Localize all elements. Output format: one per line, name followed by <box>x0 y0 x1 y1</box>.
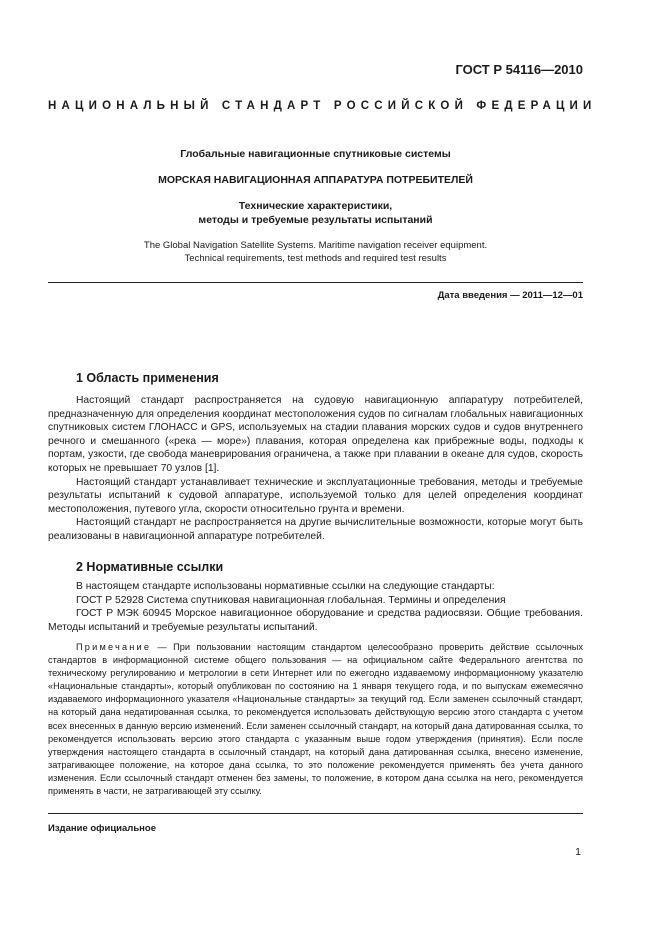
document-title-details <box>48 199 583 227</box>
english-title-line-1: The Global Navigation Satellite Systems. Maritime navigation receiver equipment. <box>143 240 488 251</box>
national-standard-banner: НАЦИОНАЛЬНЫЙ СТАНДАРТ РОССИЙСКОЙ ФЕДЕРАЦИИ <box>48 100 597 112</box>
document-title: МОРСКАЯ НАВИГАЦИОННАЯ АППАРАТУРА ПОТРЕБИТЕЛЕЙ <box>158 174 473 186</box>
english-title-line-2: Technical requirements, test methods and required test results <box>184 253 447 264</box>
paragraph: Настоящий стандарт не распространяется на другие вычислительные возможности, которые могут быть реализованы в навигационной аппаратуре потребителей. <box>48 517 583 542</box>
paragraph: Настоящий стандарт устанавливает технические и эксплуатационные требования, методы и требуемые результаты испытаний к судовой аппаратуре, используемой только для целей определения координат местоположения, путевого угла, скорости относительно грунта и времени. <box>48 476 583 515</box>
document-code: ГОСТ Р 54116—2010 <box>455 62 583 77</box>
reference-item: ГОСТ Р 52928 Система спутниковая навигационная глобальная. Термины и определения <box>76 594 506 606</box>
section-2-body <box>48 580 583 634</box>
note-label: Примечание <box>76 642 152 652</box>
bottom-divider <box>48 813 583 814</box>
note-block <box>48 641 583 798</box>
introduction-date: Дата введения — 2011—12—01 <box>437 290 583 301</box>
top-divider <box>48 282 583 283</box>
english-title <box>48 239 583 265</box>
paragraph: В настоящем стандарте использованы нормативные ссылки на следующие стандарты: <box>76 581 495 592</box>
document-subtitle: Глобальные навигационные спутниковые системы <box>180 148 451 160</box>
section-2-heading: 2 Нормативные ссылки <box>76 560 224 574</box>
reference-item: ГОСТ Р МЭК 60945 Морское навигационное оборудование и средства радиосвязи. Общие требования. Методы испытаний и требуемые результаты испытаний. <box>48 608 583 633</box>
title-details-line-2: методы и требуемые результаты испытаний <box>198 214 433 226</box>
section-1-body <box>48 394 583 544</box>
page-number: 1 <box>575 846 581 858</box>
title-details-line-1: Технические характеристики, <box>238 200 393 212</box>
note-paragraph <box>48 641 583 798</box>
note-text: — При пользовании настоящим стандартом целесообразно проверить действие ссылочных стандартов в информационной системе общего пользования — на официальном сайте Федерального агентства по техническому регулированию и метрологии в сети Интернет или по ежегодно издаваемому информационному указателю «Национальные стандарты», который опубликован по состоянию на 1 января текущего года, и по выпускам ежемесячно издаваемого информационного указателя «Национальные стандарты» за текущий год. Если заменен ссылочный стандарт, на который дана недатированная ссылка, то рекомендуется использовать действующую версию этого стандарта с учетом всех внесенных в данную версию изменений. Если заменен ссылочный стандарт, на который дана датированная ссылка, то рекомендуется использовать версию этого стандарта с указанным выше годом утверждения (принятия). Если после утверждения настоящего стандарта в ссылочный стандарт, на который дана датированная ссылка, внесено изменение, затрагивающее положение, на которое дана ссылка, то это положение рекомендуется применять без учета данного изменения. Если ссылочный стандарт отменен без замены, то положение, в котором дана ссылка на него, рекомендуется применять в части, не затрагивающей эту ссылку. <box>48 642 583 797</box>
paragraph: Настоящий стандарт распространяется на судовую навигационную аппаратуру потребителей, предназначенную для определения координат местоположения судов по сигналам глобальных навигационных спутниковых систем ГЛОНАСС и GPS, используемых на стадии плавания морских судов и судов внутреннего речного и смешанного («река — море») плавания, которая определена как прибрежные воды, подходы к портам, узкости, где свобода маневрирования ограничена, а также при плавании в океане для судов, скорость которых не превышает 70 узлов [1]. <box>48 395 583 474</box>
official-edition-label: Издание официальное <box>48 823 156 834</box>
section-1-heading: 1 Область применения <box>76 371 219 385</box>
